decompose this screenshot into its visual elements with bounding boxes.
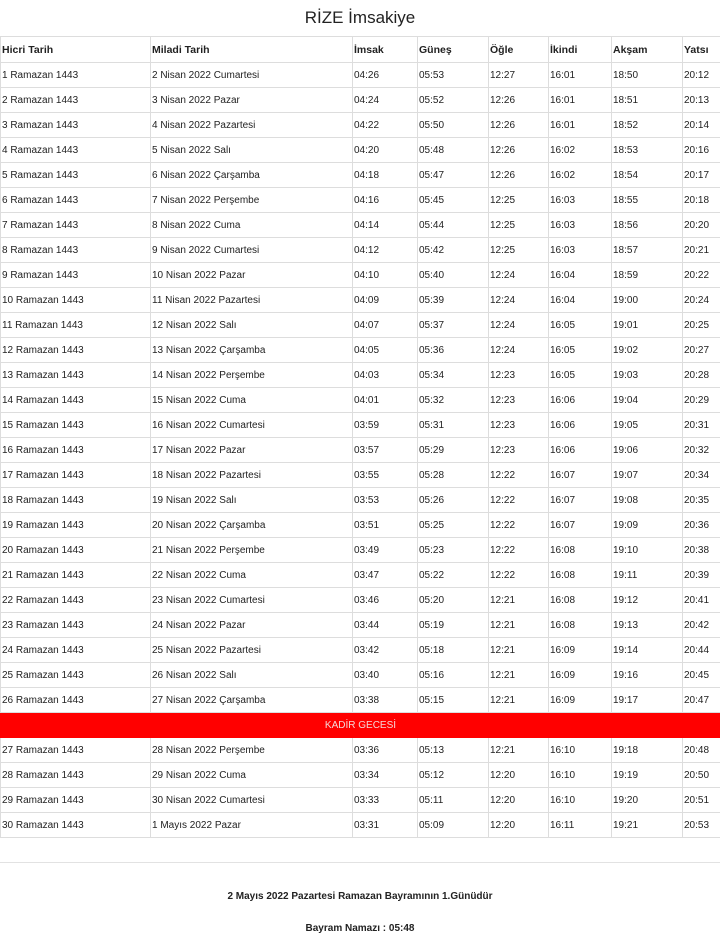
- table-row: [1, 238, 720, 263]
- table-cell: 18 Nisan 2022 Pazartesi: [151, 463, 353, 488]
- table-cell: 19:10: [612, 538, 683, 563]
- table-cell: 29 Nisan 2022 Cuma: [151, 763, 353, 788]
- table-cell: 19:19: [612, 763, 683, 788]
- table-cell: 05:53: [418, 63, 489, 88]
- table-cell: 03:42: [353, 638, 418, 663]
- table-row: [1, 313, 720, 338]
- table-cell: 04:14: [353, 213, 418, 238]
- table-cell: 17 Nisan 2022 Pazar: [151, 438, 353, 463]
- table-cell: 03:46: [353, 588, 418, 613]
- table-cell: 4 Nisan 2022 Pazartesi: [151, 113, 353, 138]
- table-cell: 05:16: [418, 663, 489, 688]
- table-cell: 12 Ramazan 1443: [1, 338, 151, 363]
- column-header: Miladi Tarih: [151, 37, 353, 63]
- table-cell: 05:48: [418, 138, 489, 163]
- table-row: [1, 563, 720, 588]
- table-cell: 05:12: [418, 763, 489, 788]
- table-cell: 03:51: [353, 513, 418, 538]
- table-cell: 5 Ramazan 1443: [1, 163, 151, 188]
- table-cell: 16:09: [549, 688, 612, 713]
- table-cell: 16:11: [549, 813, 612, 838]
- table-cell: 16:07: [549, 488, 612, 513]
- table-cell: 05:52: [418, 88, 489, 113]
- table-cell: 12:21: [489, 613, 549, 638]
- table-cell: 03:47: [353, 563, 418, 588]
- table-cell: 9 Ramazan 1443: [1, 263, 151, 288]
- table-cell: 05:45: [418, 188, 489, 213]
- table-cell: 20:44: [683, 638, 720, 663]
- table-cell: 16 Ramazan 1443: [1, 438, 151, 463]
- bayram-namazi: Bayram Namazı : 05:48: [0, 923, 720, 934]
- table-cell: 16:02: [549, 163, 612, 188]
- table-cell: 30 Ramazan 1443: [1, 813, 151, 838]
- table-cell: 03:44: [353, 613, 418, 638]
- table-cell: 04:16: [353, 188, 418, 213]
- table-cell: 03:40: [353, 663, 418, 688]
- table-cell: 18:57: [612, 238, 683, 263]
- table-row: [1, 788, 720, 813]
- table-cell: 16:03: [549, 188, 612, 213]
- table-cell: 18:54: [612, 163, 683, 188]
- table-cell: 23 Nisan 2022 Cumartesi: [151, 588, 353, 613]
- table-cell: 05:29: [418, 438, 489, 463]
- table-cell: 16:02: [549, 138, 612, 163]
- kadir-gecesi-row: [1, 713, 720, 738]
- table-cell: 16:04: [549, 288, 612, 313]
- table-cell: 2 Ramazan 1443: [1, 88, 151, 113]
- table-cell: 12:26: [489, 138, 549, 163]
- table-cell: 27 Nisan 2022 Çarşamba: [151, 688, 353, 713]
- table-cell: 12:21: [489, 638, 549, 663]
- table-cell: 05:19: [418, 613, 489, 638]
- table-cell: 9 Nisan 2022 Cumartesi: [151, 238, 353, 263]
- table-cell: 05:39: [418, 288, 489, 313]
- kadir-section: [1, 713, 720, 738]
- table-cell: 04:18: [353, 163, 418, 188]
- table-cell: 25 Ramazan 1443: [1, 663, 151, 688]
- table-cell: 24 Nisan 2022 Pazar: [151, 613, 353, 638]
- table-cell: 05:13: [418, 738, 489, 763]
- table-cell: 19:21: [612, 813, 683, 838]
- table-cell: 05:28: [418, 463, 489, 488]
- table-cell: 20 Ramazan 1443: [1, 538, 151, 563]
- table-cell: 12:21: [489, 688, 549, 713]
- table-cell: 04:12: [353, 238, 418, 263]
- table-cell: 04:01: [353, 388, 418, 413]
- imsakiye-table: [0, 36, 720, 838]
- table-cell: 11 Nisan 2022 Pazartesi: [151, 288, 353, 313]
- table-cell: 3 Ramazan 1443: [1, 113, 151, 138]
- table-cell: 16:06: [549, 413, 612, 438]
- table-cell: 19:20: [612, 788, 683, 813]
- table-cell: 20:21: [683, 238, 720, 263]
- table-cell: 12:23: [489, 413, 549, 438]
- table-cell: 13 Nisan 2022 Çarşamba: [151, 338, 353, 363]
- table-cell: 20:34: [683, 463, 720, 488]
- table-cell: 05:22: [418, 563, 489, 588]
- table-cell: 20:39: [683, 563, 720, 588]
- table-cell: 19:01: [612, 313, 683, 338]
- table-cell: 19:06: [612, 438, 683, 463]
- table-cell: 16:04: [549, 263, 612, 288]
- table-cell: 20:12: [683, 63, 720, 88]
- table-cell: 8 Ramazan 1443: [1, 238, 151, 263]
- table-cell: 15 Ramazan 1443: [1, 413, 151, 438]
- table-cell: 16:03: [549, 238, 612, 263]
- table-cell: 19:16: [612, 663, 683, 688]
- kadir-gecesi-label: KADİR GECESİ: [1, 713, 720, 738]
- table-cell: 5 Nisan 2022 Salı: [151, 138, 353, 163]
- table-cell: 05:20: [418, 588, 489, 613]
- table-cell: 28 Nisan 2022 Perşembe: [151, 738, 353, 763]
- table-cell: 20:17: [683, 163, 720, 188]
- table-cell: 20:45: [683, 663, 720, 688]
- table-cell: 16:01: [549, 63, 612, 88]
- table-cell: 20:14: [683, 113, 720, 138]
- table-row: [1, 363, 720, 388]
- table-row: [1, 763, 720, 788]
- table-cell: 12:26: [489, 88, 549, 113]
- table-cell: 04:09: [353, 288, 418, 313]
- table-row: [1, 488, 720, 513]
- table-cell: 12:21: [489, 663, 549, 688]
- table-row: [1, 513, 720, 538]
- page-title: RİZE İmsakiye: [0, 0, 720, 36]
- table-cell: 7 Nisan 2022 Perşembe: [151, 188, 353, 213]
- table-cell: 12:20: [489, 763, 549, 788]
- table-cell: 18:55: [612, 188, 683, 213]
- table-cell: 12:22: [489, 538, 549, 563]
- table-cell: 7 Ramazan 1443: [1, 213, 151, 238]
- table-cell: 12:22: [489, 513, 549, 538]
- table-cell: 03:38: [353, 688, 418, 713]
- table-cell: 16:03: [549, 213, 612, 238]
- table-row: [1, 263, 720, 288]
- table-row: [1, 688, 720, 713]
- table-cell: 03:36: [353, 738, 418, 763]
- table-cell: 16:06: [549, 438, 612, 463]
- table-cell: 16:10: [549, 738, 612, 763]
- table-cell: 16:08: [549, 538, 612, 563]
- table-cell: 19 Ramazan 1443: [1, 513, 151, 538]
- table-cell: 16:09: [549, 638, 612, 663]
- table-cell: 20:27: [683, 338, 720, 363]
- table-cell: 03:33: [353, 788, 418, 813]
- table-cell: 22 Nisan 2022 Cuma: [151, 563, 353, 588]
- table-cell: 20:38: [683, 538, 720, 563]
- table-cell: 05:36: [418, 338, 489, 363]
- table-cell: 27 Ramazan 1443: [1, 738, 151, 763]
- table-cell: 03:59: [353, 413, 418, 438]
- table-cell: 16:07: [549, 463, 612, 488]
- table-cell: 2 Nisan 2022 Cumartesi: [151, 63, 353, 88]
- table-cell: 4 Ramazan 1443: [1, 138, 151, 163]
- table-row: [1, 388, 720, 413]
- table-cell: 20:36: [683, 513, 720, 538]
- table-cell: 16 Nisan 2022 Cumartesi: [151, 413, 353, 438]
- table-cell: 05:44: [418, 213, 489, 238]
- table-cell: 05:50: [418, 113, 489, 138]
- table-cell: 1 Mayıs 2022 Pazar: [151, 813, 353, 838]
- table-row: [1, 138, 720, 163]
- table-row: [1, 588, 720, 613]
- table-cell: 12:23: [489, 363, 549, 388]
- table-cell: 26 Nisan 2022 Salı: [151, 663, 353, 688]
- table-cell: 03:55: [353, 463, 418, 488]
- table-cell: 03:49: [353, 538, 418, 563]
- table-cell: 13 Ramazan 1443: [1, 363, 151, 388]
- table-cell: 04:03: [353, 363, 418, 388]
- table-cell: 20:16: [683, 138, 720, 163]
- table-row: [1, 438, 720, 463]
- table-cell: 03:53: [353, 488, 418, 513]
- table-cell: 19:17: [612, 688, 683, 713]
- table-body-before: [1, 63, 720, 713]
- table-cell: 20:20: [683, 213, 720, 238]
- table-cell: 12:24: [489, 288, 549, 313]
- table-row: [1, 338, 720, 363]
- table-cell: 20:42: [683, 613, 720, 638]
- table-cell: 16:01: [549, 88, 612, 113]
- table-cell: 12:25: [489, 238, 549, 263]
- table-row: [1, 63, 720, 88]
- table-cell: 18:50: [612, 63, 683, 88]
- table-row: [1, 638, 720, 663]
- table-row: [1, 213, 720, 238]
- table-cell: 04:26: [353, 63, 418, 88]
- table-cell: 21 Ramazan 1443: [1, 563, 151, 588]
- table-cell: 12:25: [489, 188, 549, 213]
- table-cell: 16:10: [549, 763, 612, 788]
- table-row: [1, 463, 720, 488]
- table-row: [1, 813, 720, 838]
- column-header: İkindi: [549, 37, 612, 63]
- table-cell: 11 Ramazan 1443: [1, 313, 151, 338]
- table-cell: 16:09: [549, 663, 612, 688]
- table-cell: 05:47: [418, 163, 489, 188]
- table-cell: 1 Ramazan 1443: [1, 63, 151, 88]
- table-row: [1, 738, 720, 763]
- table-cell: 20:51: [683, 788, 720, 813]
- table-cell: 20:47: [683, 688, 720, 713]
- table-cell: 20:35: [683, 488, 720, 513]
- table-header-row: [1, 37, 720, 63]
- table-cell: 20:29: [683, 388, 720, 413]
- table-cell: 12:21: [489, 588, 549, 613]
- table-cell: 12:24: [489, 338, 549, 363]
- table-cell: 20:18: [683, 188, 720, 213]
- table-cell: 05:09: [418, 813, 489, 838]
- table-cell: 04:05: [353, 338, 418, 363]
- table-body-after: [1, 738, 720, 838]
- table-cell: 16:10: [549, 788, 612, 813]
- table-row: [1, 188, 720, 213]
- table-cell: 05:11: [418, 788, 489, 813]
- table-cell: 05:32: [418, 388, 489, 413]
- table-cell: 05:25: [418, 513, 489, 538]
- table-row: [1, 113, 720, 138]
- footer-divider: [0, 862, 720, 863]
- table-cell: 19:12: [612, 588, 683, 613]
- table-cell: 18 Ramazan 1443: [1, 488, 151, 513]
- table-row: [1, 288, 720, 313]
- table-cell: 04:24: [353, 88, 418, 113]
- table-cell: 12:22: [489, 563, 549, 588]
- table-cell: 03:57: [353, 438, 418, 463]
- table-cell: 20:50: [683, 763, 720, 788]
- table-cell: 20:22: [683, 263, 720, 288]
- table-cell: 04:22: [353, 113, 418, 138]
- table-cell: 10 Nisan 2022 Pazar: [151, 263, 353, 288]
- table-cell: 19:11: [612, 563, 683, 588]
- table-cell: 18:56: [612, 213, 683, 238]
- column-header: İmsak: [353, 37, 418, 63]
- table-cell: 16:08: [549, 613, 612, 638]
- table-cell: 29 Ramazan 1443: [1, 788, 151, 813]
- table-row: [1, 538, 720, 563]
- table-cell: 19:05: [612, 413, 683, 438]
- table-cell: 20 Nisan 2022 Çarşamba: [151, 513, 353, 538]
- table-cell: 24 Ramazan 1443: [1, 638, 151, 663]
- table-cell: 05:42: [418, 238, 489, 263]
- table-cell: 20:31: [683, 413, 720, 438]
- table-cell: 25 Nisan 2022 Pazartesi: [151, 638, 353, 663]
- table-cell: 19:04: [612, 388, 683, 413]
- table-cell: 12:23: [489, 438, 549, 463]
- table-cell: 16:08: [549, 563, 612, 588]
- table-cell: 17 Ramazan 1443: [1, 463, 151, 488]
- table-cell: 12:23: [489, 388, 549, 413]
- table-cell: 20:53: [683, 813, 720, 838]
- table-cell: 12:27: [489, 63, 549, 88]
- table-cell: 8 Nisan 2022 Cuma: [151, 213, 353, 238]
- table-cell: 05:18: [418, 638, 489, 663]
- table-cell: 20:24: [683, 288, 720, 313]
- table-cell: 21 Nisan 2022 Perşembe: [151, 538, 353, 563]
- table-cell: 12:24: [489, 313, 549, 338]
- table-cell: 19:13: [612, 613, 683, 638]
- table-cell: 05:40: [418, 263, 489, 288]
- table-cell: 12:21: [489, 738, 549, 763]
- table-cell: 18:59: [612, 263, 683, 288]
- column-header: Yatsı: [683, 37, 720, 63]
- table-cell: 18:52: [612, 113, 683, 138]
- table-cell: 19:02: [612, 338, 683, 363]
- table-row: [1, 663, 720, 688]
- table-cell: 19:09: [612, 513, 683, 538]
- table-row: [1, 163, 720, 188]
- table-cell: 3 Nisan 2022 Pazar: [151, 88, 353, 113]
- column-header: Öğle: [489, 37, 549, 63]
- table-cell: 14 Nisan 2022 Perşembe: [151, 363, 353, 388]
- table-cell: 19 Nisan 2022 Salı: [151, 488, 353, 513]
- table-cell: 23 Ramazan 1443: [1, 613, 151, 638]
- table-cell: 20:25: [683, 313, 720, 338]
- table-cell: 20:48: [683, 738, 720, 763]
- table-row: [1, 613, 720, 638]
- table-cell: 12:26: [489, 163, 549, 188]
- table-cell: 30 Nisan 2022 Cumartesi: [151, 788, 353, 813]
- column-header: Hicri Tarih: [1, 37, 151, 63]
- table-cell: 16:01: [549, 113, 612, 138]
- table-cell: 12:20: [489, 813, 549, 838]
- table-cell: 14 Ramazan 1443: [1, 388, 151, 413]
- table-cell: 04:07: [353, 313, 418, 338]
- table-cell: 16:06: [549, 388, 612, 413]
- table-cell: 19:07: [612, 463, 683, 488]
- table-cell: 19:14: [612, 638, 683, 663]
- table-cell: 12:22: [489, 488, 549, 513]
- table-cell: 04:10: [353, 263, 418, 288]
- table-cell: 05:23: [418, 538, 489, 563]
- table-cell: 6 Nisan 2022 Çarşamba: [151, 163, 353, 188]
- column-header: Akşam: [612, 37, 683, 63]
- table-cell: 18:51: [612, 88, 683, 113]
- table-cell: 12:22: [489, 463, 549, 488]
- table-row: [1, 413, 720, 438]
- table-cell: 19:08: [612, 488, 683, 513]
- table-cell: 05:15: [418, 688, 489, 713]
- table-cell: 05:31: [418, 413, 489, 438]
- table-cell: 05:26: [418, 488, 489, 513]
- table-cell: 20:41: [683, 588, 720, 613]
- table-cell: 19:18: [612, 738, 683, 763]
- table-cell: 20:13: [683, 88, 720, 113]
- table-cell: 05:34: [418, 363, 489, 388]
- table-cell: 28 Ramazan 1443: [1, 763, 151, 788]
- table-cell: 16:05: [549, 338, 612, 363]
- table-cell: 15 Nisan 2022 Cuma: [151, 388, 353, 413]
- table-cell: 16:05: [549, 313, 612, 338]
- table-cell: 19:03: [612, 363, 683, 388]
- table-cell: 12:20: [489, 788, 549, 813]
- table-row: [1, 88, 720, 113]
- table-cell: 19:00: [612, 288, 683, 313]
- table-cell: 03:34: [353, 763, 418, 788]
- table-cell: 16:08: [549, 588, 612, 613]
- table-cell: 12 Nisan 2022 Salı: [151, 313, 353, 338]
- table-cell: 05:37: [418, 313, 489, 338]
- column-header: Güneş: [418, 37, 489, 63]
- table-cell: 26 Ramazan 1443: [1, 688, 151, 713]
- table-cell: 20:32: [683, 438, 720, 463]
- table-cell: 12:24: [489, 263, 549, 288]
- table-cell: 12:26: [489, 113, 549, 138]
- bayram-info: 2 Mayıs 2022 Pazartesi Ramazan Bayramının 1.Günüdür: [0, 891, 720, 902]
- table-cell: 04:20: [353, 138, 418, 163]
- table-cell: 18:53: [612, 138, 683, 163]
- table-cell: 16:05: [549, 363, 612, 388]
- table-cell: 6 Ramazan 1443: [1, 188, 151, 213]
- table-cell: 10 Ramazan 1443: [1, 288, 151, 313]
- table-cell: 16:07: [549, 513, 612, 538]
- table-cell: 12:25: [489, 213, 549, 238]
- table-cell: 03:31: [353, 813, 418, 838]
- table-cell: 20:28: [683, 363, 720, 388]
- table-cell: 22 Ramazan 1443: [1, 588, 151, 613]
